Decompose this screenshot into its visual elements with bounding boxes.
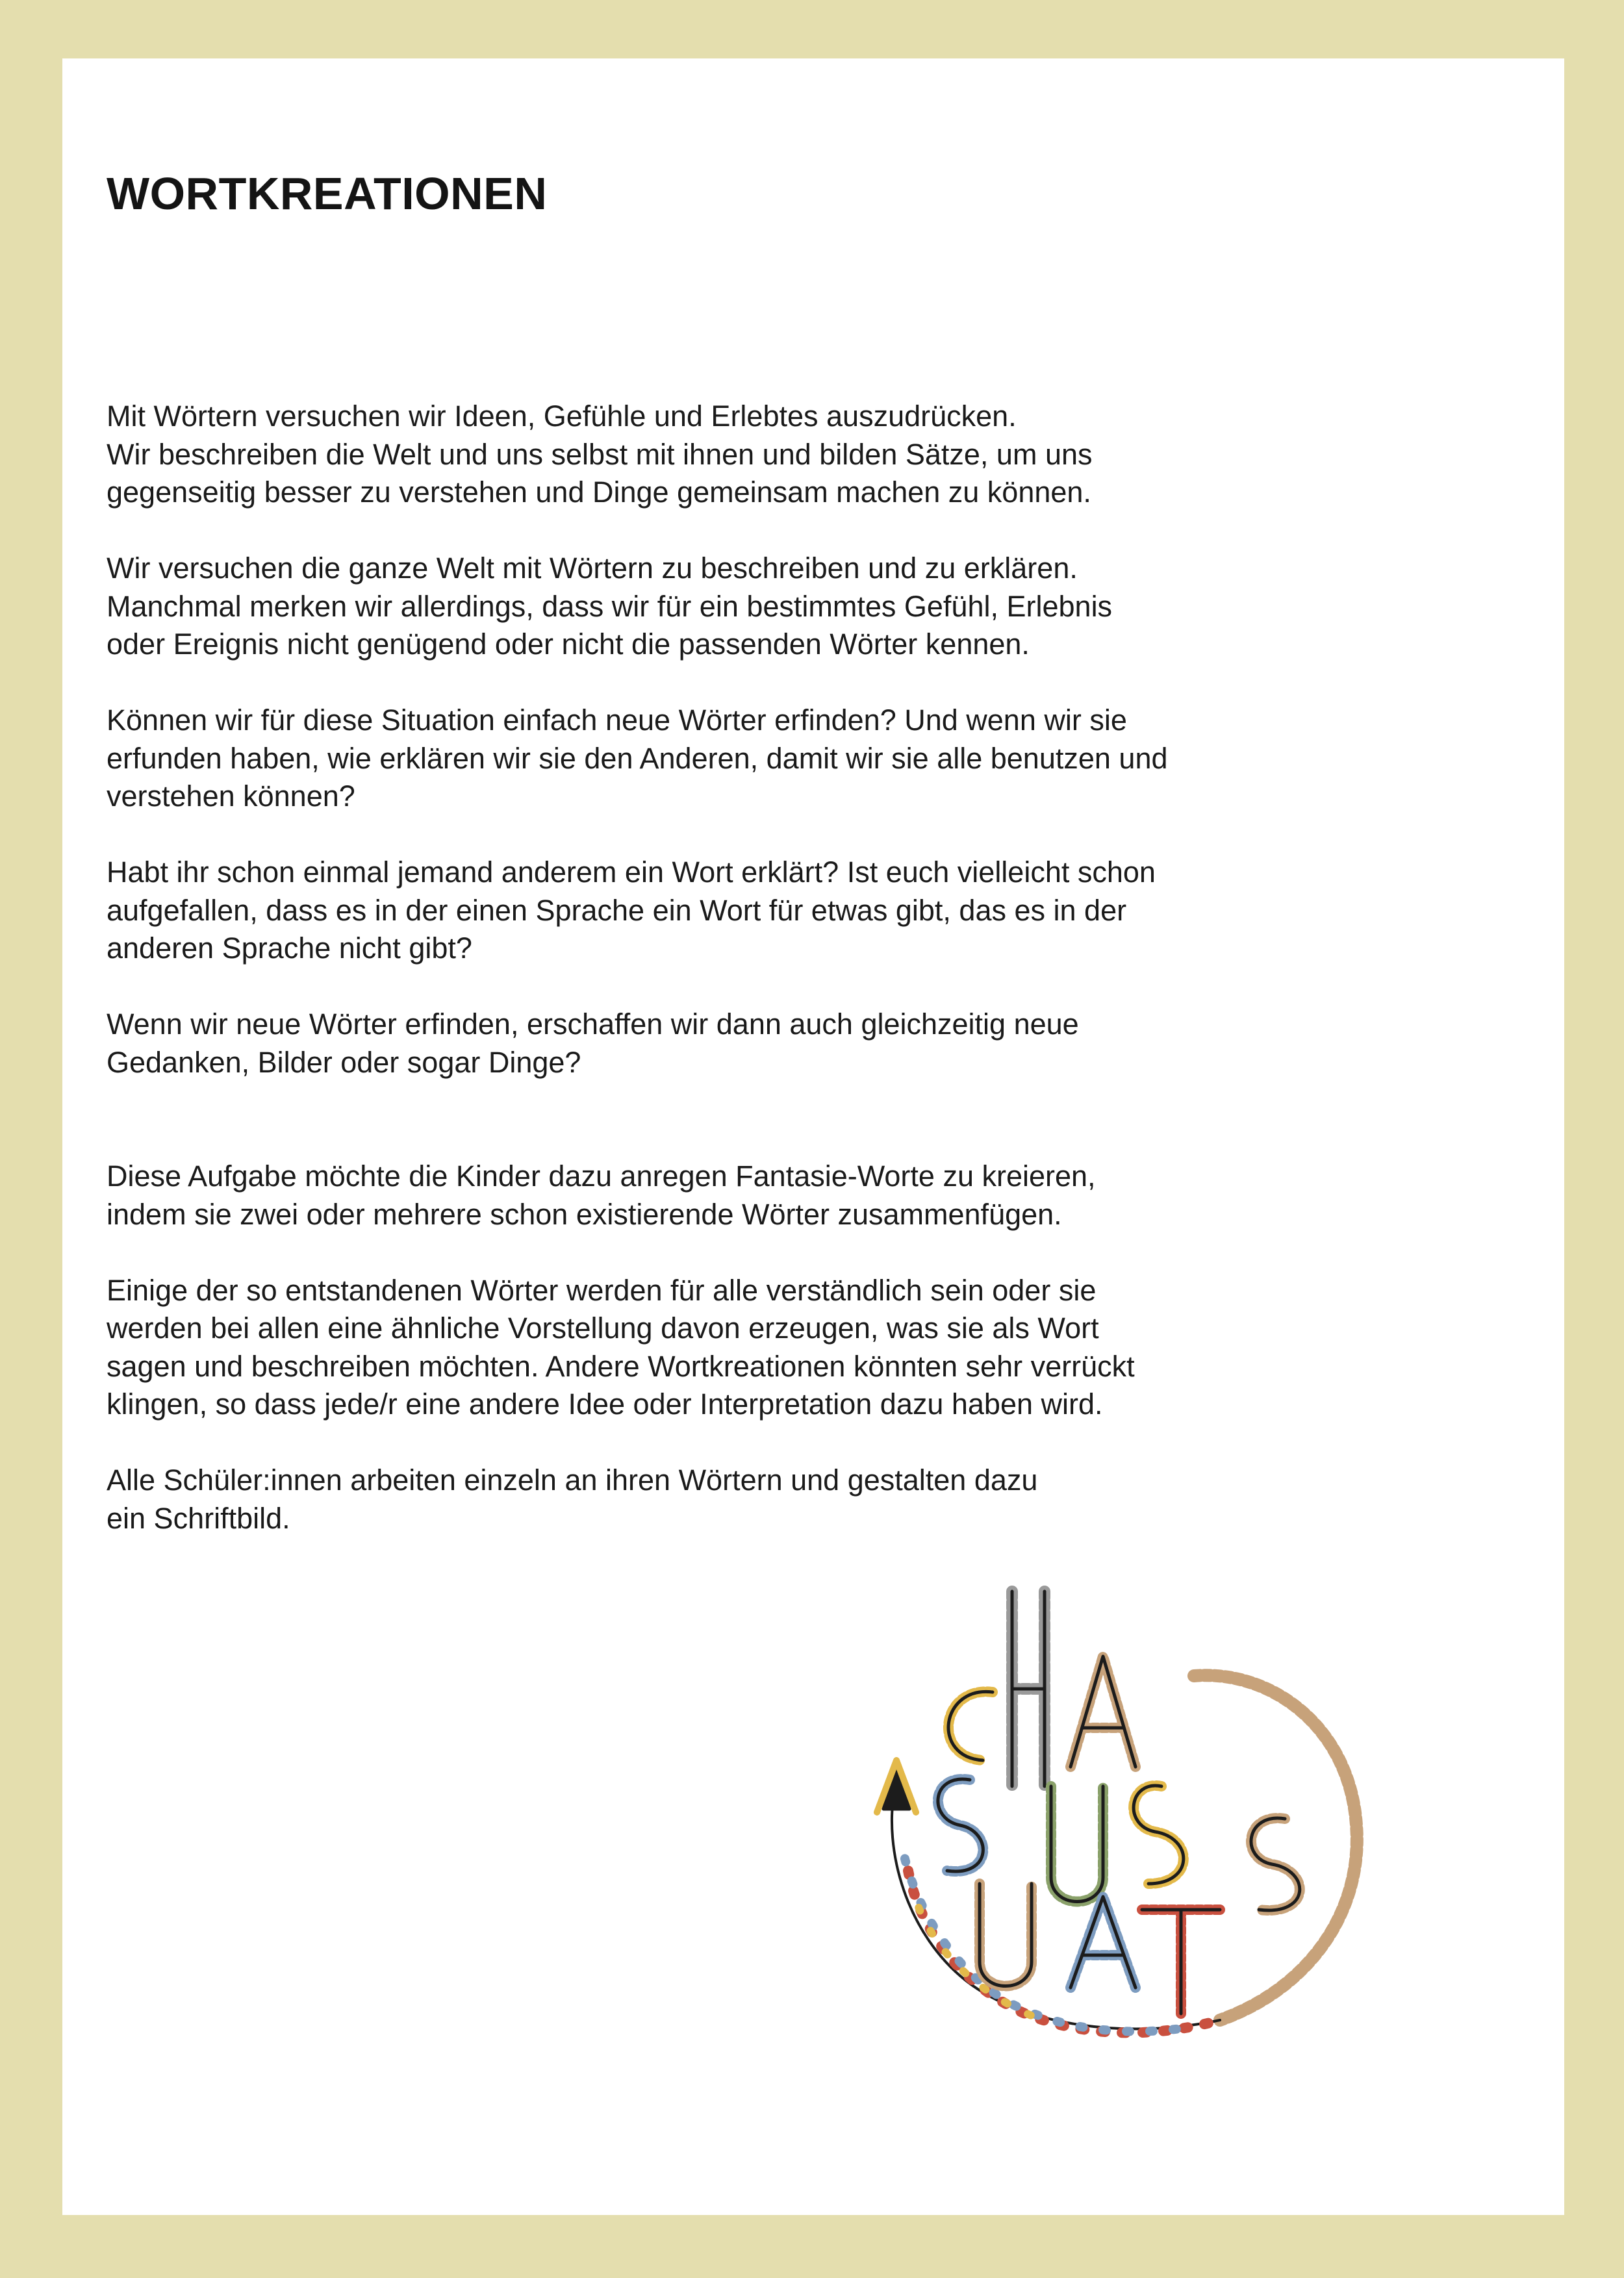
paragraph-describe-world: Wir versuchen die ganze Welt mit Wörtern zu beschreiben und zu erklären. Manchmal merken wir allerdings, dass wir für ein bestimmtes Gefühl, Erlebnis oder Ereignis nicht genügend oder nicht die passenden Wörter kennen. [107,551,1113,661]
paragraph-invent-words: Können wir für diese Situation einfach neue Wörter erfinden? Und wenn wir sie erfunden haben, wie erklären wir sie den Anderen, damit wir sie alle benutzen und verstehen können? [107,703,1168,813]
paragraph-word-results: Einige der so entstandenen Wörter werden für alle verständlich sein oder sie werden bei allen eine ähnliche Vorstellung davon erzeugen, was sie als Wort sagen und beschreiben möchten. Andere Wortkreationen könnten sehr verrückt klingen, so dass jede/r eine andere Idee oder Interpretation dazu haben wird. [107,1273,1135,1421]
paragraph-explain-word: Habt ihr schon einmal jemand anderem ein Wort erklärt? Ist euch vielleicht schon aufgefallen, dass es in der einen Sprache ein Wort für etwas gibt, das es in der anderen Sprache nicht gibt? [107,855,1156,965]
paragraph-students: Alle Schüler:innen arbeiten einzeln an ihren Wörtern und gestalten dazu ein Schriftbild. [107,1463,1038,1535]
paragraph-new-thoughts: Wenn wir neue Wörter erfinden, erschaffen wir dann auch gleichzeitig neue Gedanken, Bilder oder sogar Dinge? [107,1007,1079,1079]
page-title: WORTKREATIONEN [107,168,548,219]
document-body [107,398,1380,1576]
paragraph-intro: Mit Wörtern versuchen wir Ideen, Gefühle und Erlebtes auszudrücken. Wir beschreiben die Welt und uns selbst mit ihnen und bilden Sätze, um uns gegenseitig besser zu verstehen und Dinge gemeinsam machen zu können. [107,399,1093,509]
paragraph-task: Diese Aufgabe möchte die Kinder dazu anregen Fantasie-Worte zu kreieren, indem sie zwei oder mehrere schon existierende Wörter zusammenfügen. [107,1159,1096,1231]
schaustaus-logo [856,1572,1402,2079]
